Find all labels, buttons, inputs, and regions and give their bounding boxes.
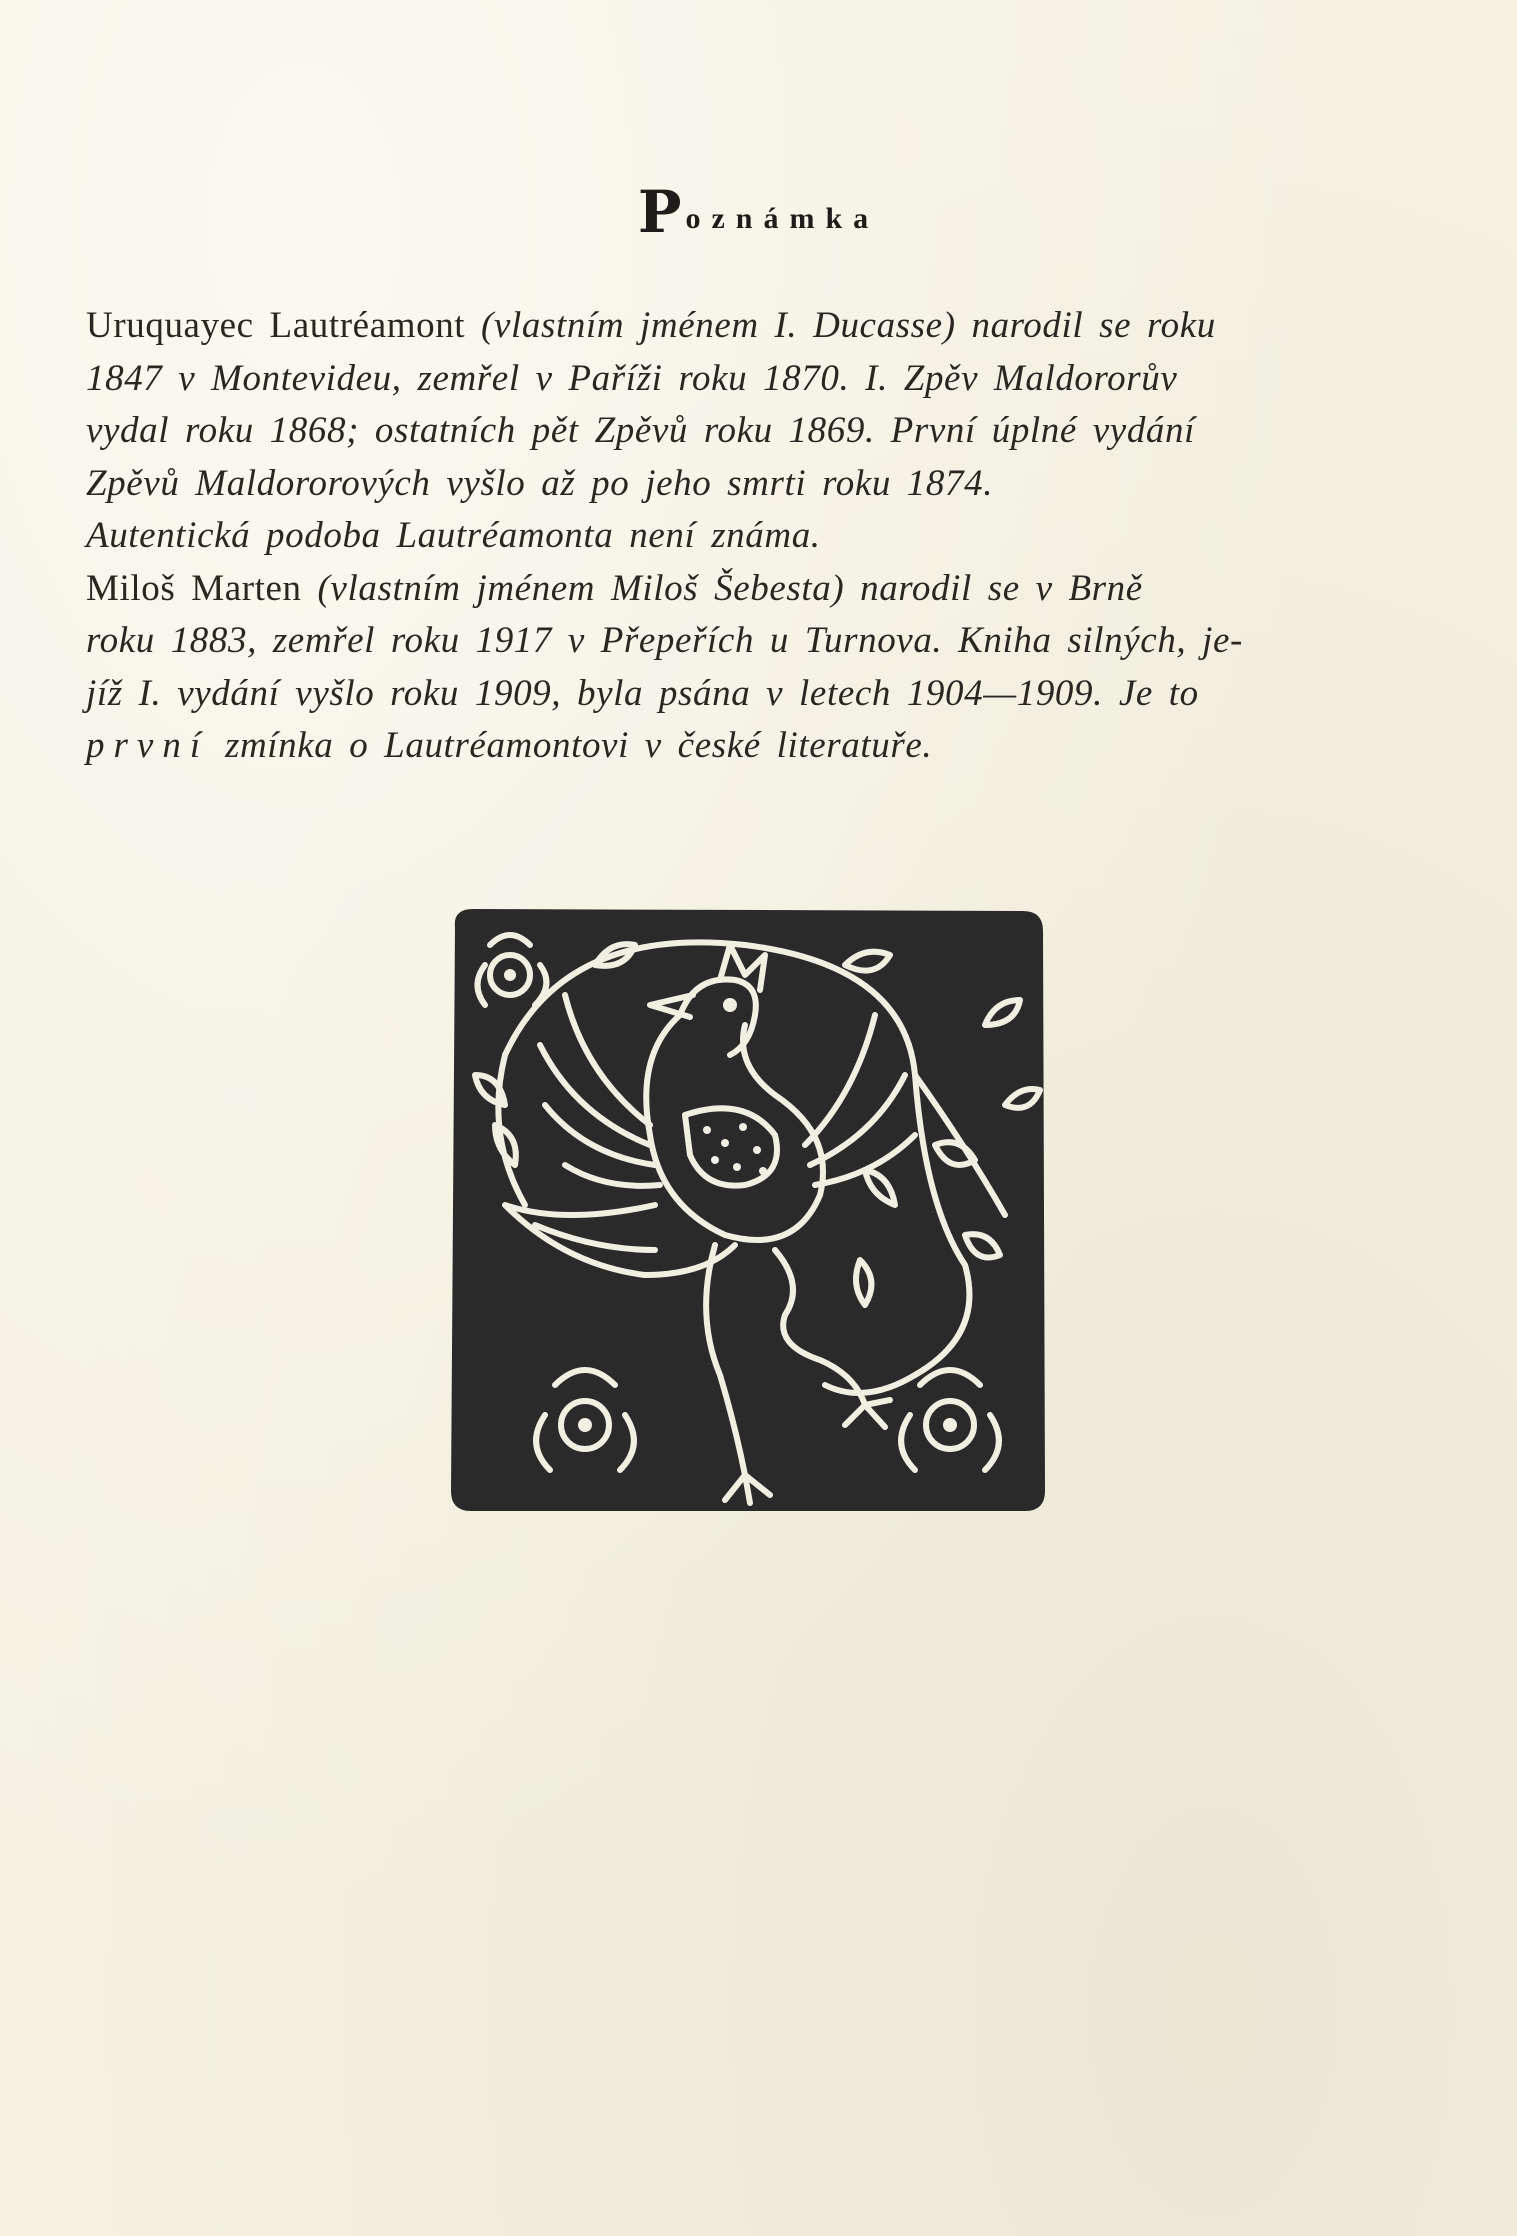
text-line-9 [86, 720, 1406, 773]
title-rest: oznámka [685, 202, 880, 235]
text-line-6-roman: Miloš Marten [86, 567, 318, 609]
woodcut-bird-icon [445, 905, 1049, 1515]
text-line-6-italic: (vlastním jménem Miloš Šebesta) narodil se v Brně [317, 567, 1143, 609]
text-line-7: roku 1883, zemřel roku 1917 v Přepeřích u Turnova. Kniha silných, je- [86, 620, 1243, 661]
text-line-1-roman: Uruquayec Lautréamont [86, 305, 482, 346]
note-text [86, 300, 1406, 773]
text-line-4: Zpěvů Maldororových vyšlo až po jeho smrti roku 1874. [86, 462, 994, 504]
title-initial: P [637, 178, 686, 246]
text-line-8: jíž I. vydání vyšlo roku 1909, byla psána v letech 1904—1909. Je to [86, 672, 1199, 714]
text-line-1-italic: (vlastním jménem I. Ducasse) narodil se roku [481, 305, 1216, 346]
text-line-6 [86, 563, 1406, 616]
text-line-2: 1847 v Montevideu, zemřel v Paříži roku 1870. I. Zpěv Maldororův [86, 357, 1178, 399]
text-line-5: Autentická podoba Lautréamonta není známa. [86, 515, 821, 556]
text-line-3: vydal roku 1868; ostatních pět Zpěvů roku 1869. První úplné vydání [86, 410, 1196, 451]
text-line-1 [86, 300, 1406, 353]
text-line-9-rest: zmínka o Lautréamontovi v české literatuře. [209, 725, 933, 766]
text-line-9-spaced: první [86, 725, 210, 766]
page-title [0, 178, 1517, 246]
